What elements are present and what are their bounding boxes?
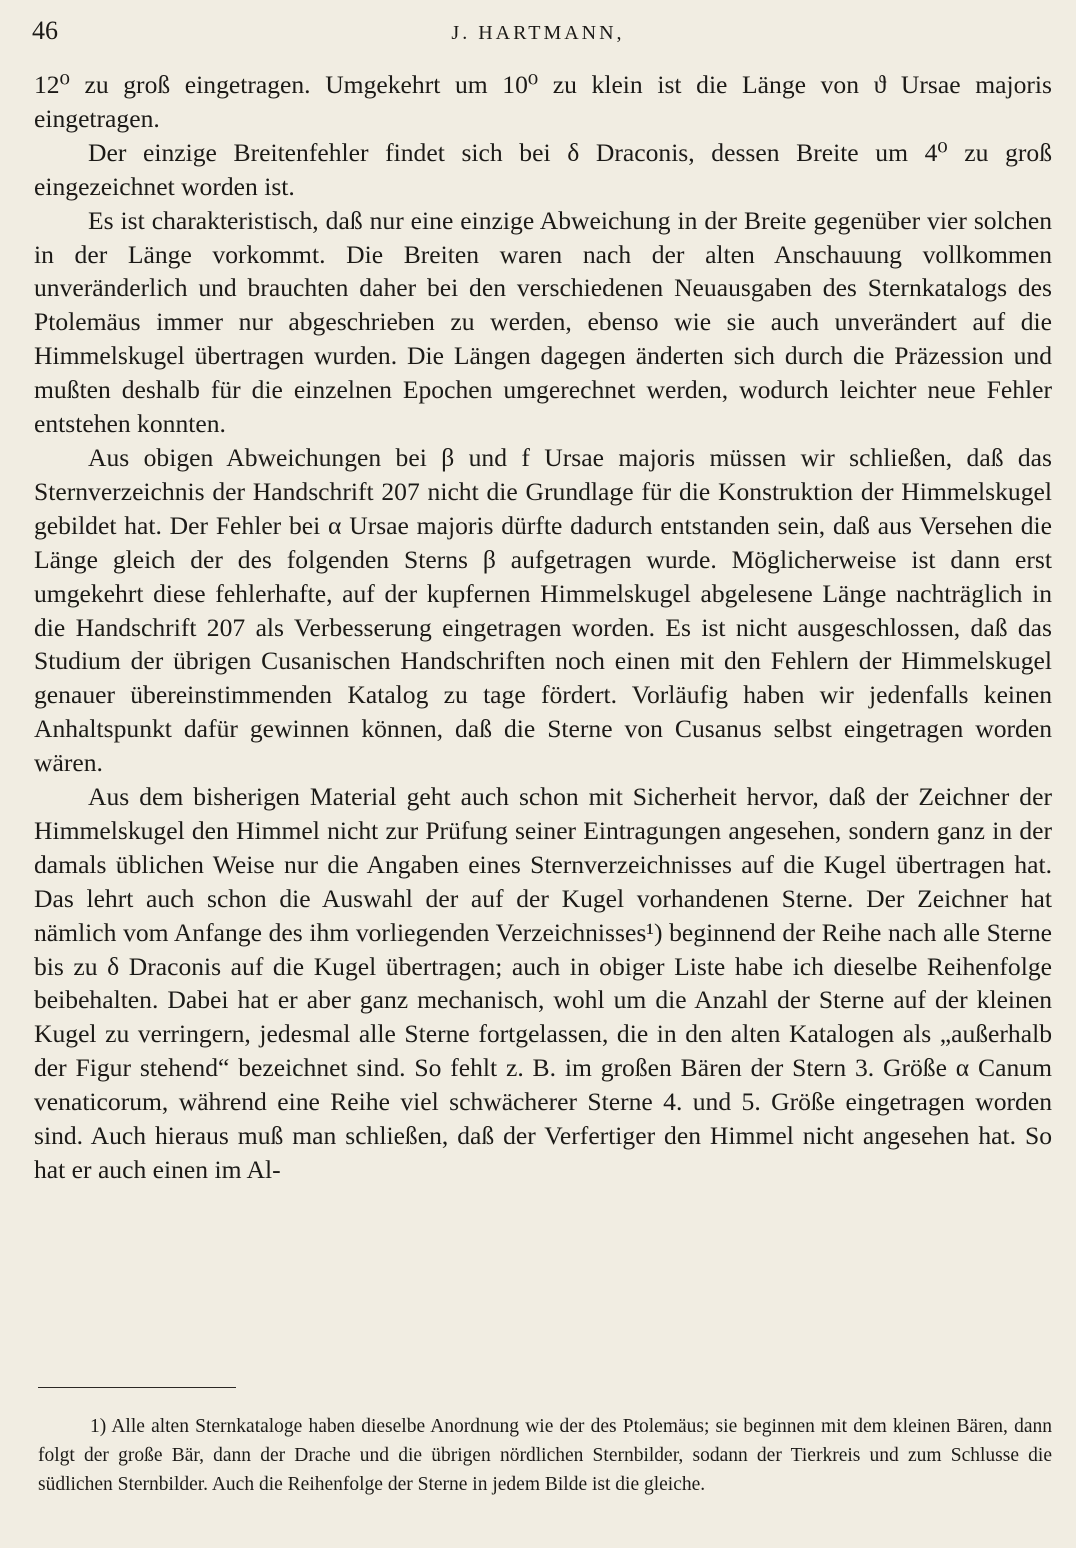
paragraph: Der einzige Breitenfehler findet sich bei δ Draconis, dessen Breite um 4⁰ zu groß eingezeichnet worden ist. — [34, 137, 1052, 201]
paragraph: Es ist charakteristisch, daß nur eine einzige Abweichung in der Breite gegenüber vier solchen in der Länge vorkommt. Die Breiten waren nach der alten Anschauung vollkommen unveränderlich und brauchten daher bei den verschiedenen Neuausgaben des Sternkatalogs des Ptolemäus immer nur abgeschrieben zu werden, ebenso wie sie auch unverändert auf die Himmelskugel übertragen wurden. Die Längen dagegen änderten sich durch die Präzession und mußten deshalb für die einzelnen Epochen umgerechnet werden, wodurch leichter neue Fehler entstehen konnten. — [34, 205, 1052, 439]
body-text — [34, 68, 1052, 1187]
page-number: 46 — [32, 16, 58, 45]
footnote-divider — [38, 1387, 236, 1388]
running-head: J. HARTMANN, — [451, 22, 625, 44]
footnote: 1) Alle alten Sternkataloge haben dieselbe Anordnung wie der des Ptolemäus; sie beginnen mit dem kleinen Bären, dann folgt der große Bär, dann der Drache und die übrigen nördlichen Sternbilder, sodann der Tierkreis und zum Schlusse die südlichen Sternbilder. Auch die Reihenfolge der Sterne in jedem Bilde ist die gleiche. — [38, 1416, 1052, 1495]
paragraph: Aus dem bisherigen Material geht auch schon mit Sicherheit hervor, daß der Zeichner der Himmelskugel den Himmel nicht zur Prüfung seiner Eintragungen angesehen, sondern ganz in der damals üblichen Weise nur die Angaben eines Sternverzeichnisses auf die Kugel übertragen hat. Das lehrt auch schon die Auswahl der auf der Kugel vorhandenen Sterne. Der Zeichner hat nämlich vom Anfange des ihm vorliegenden Verzeichnisses¹) beginnend der Reihe nach alle Sterne bis zu δ Draconis auf die Kugel übertragen; auch in obiger Liste habe ich dieselbe Reihenfolge beibehalten. Dabei hat er aber ganz mechanisch, wohl um die Anzahl der Sterne auf der kleinen Kugel zu verringern, jedesmal alle Sterne fortgelassen, die in den alten Katalogen als „außerhalb der Figur stehend“ bezeichnet sind. So fehlt z. B. im großen Bären der Stern 3. Größe α Canum venaticorum, während eine Reihe viel schwächerer Sterne 4. und 5. Größe eingetragen worden sind. Auch hieraus muß man schließen, daß der Verfertiger den Himmel nicht angesehen hat. So hat er auch einen im Al- — [34, 782, 1052, 1184]
footnotes — [38, 1412, 1052, 1499]
paragraph: Aus obigen Abweichungen bei β und f Ursae majoris müssen wir schließen, daß das Sternverzeichnis der Handschrift 207 nicht die Grundlage für die Konstruktion der Himmelskugel gebildet hat. Der Fehler bei α Ursae majoris dürfte dadurch entstanden sein, daß aus Versehen die Länge gleich der des folgenden Sterns β aufgetragen wurde. Möglicherweise ist dann erst umgekehrt diese fehlerhafte, auf der kupfernen Himmelskugel abgelesene Länge nachträglich in die Handschrift 207 als Verbesserung eingetragen worden. Es ist nicht ausgeschlossen, daß das Studium der übrigen Cusanischen Handschriften noch einen mit den Fehlern der Himmelskugel genauer übereinstimmenden Katalog zu tage fördert. Vorläufig haben wir jedenfalls keinen Anhaltspunkt dafür gewinnen können, daß die Sterne von Cusanus selbst eingetragen worden wären. — [34, 442, 1052, 778]
page-header — [32, 14, 1044, 54]
paragraph: 12⁰ zu groß eingetragen. Umgekehrt um 10⁰ zu klein ist die Länge von ϑ Ursae majoris eingetragen. — [34, 70, 1052, 133]
